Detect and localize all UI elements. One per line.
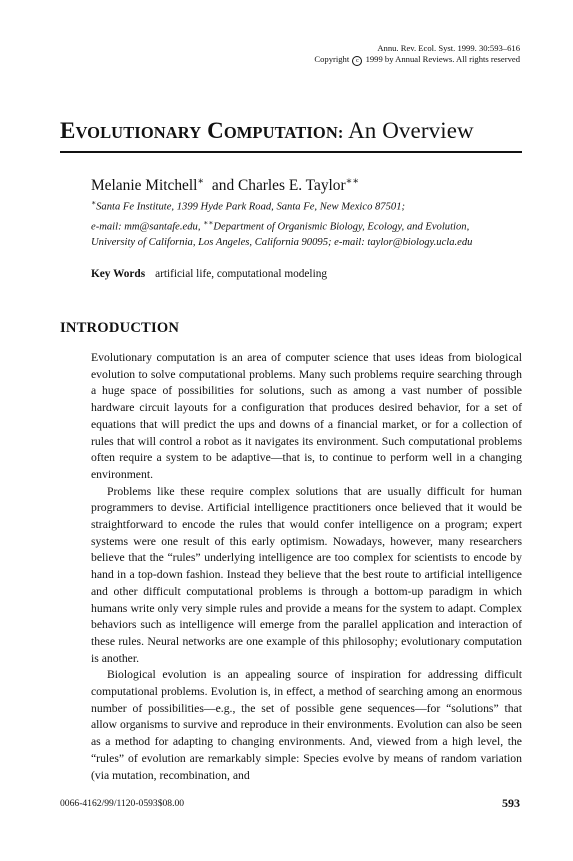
affiliation-mark-1: ∗ — [91, 198, 97, 207]
journal-header — [314, 43, 520, 66]
affiliation-block — [91, 195, 531, 251]
copyright-icon: c — [352, 56, 362, 66]
author-line — [91, 176, 359, 195]
author-joiner: and Charles E. Taylor — [204, 177, 346, 195]
affiliation-line-1 — [91, 195, 531, 215]
affiliation-email-1: e-mail: mm@santafe.edu, — [91, 221, 204, 233]
keywords — [91, 268, 327, 280]
affiliation-line-3: University of California, Los Angeles, California 90095; e-mail: taylor@biology.ucla.edu — [91, 237, 473, 249]
affiliation-mark-2: ∗∗ — [203, 218, 214, 228]
body-text — [91, 350, 522, 784]
title-rule — [60, 151, 522, 153]
author-2-mark: ∗∗ — [345, 176, 360, 187]
author-1-mark: ∗ — [197, 176, 205, 187]
paper-title — [60, 118, 474, 144]
keywords-text: artificial life, computational modeling — [155, 268, 328, 280]
title-subtitle: An Overview — [343, 118, 474, 143]
title-smallcaps-omputation: OMPUTATION: — [223, 123, 344, 142]
footer-code: 0066-4162/99/1120-0593$08.00 — [60, 798, 185, 809]
affiliation-text-1: Santa Fe Institute, 1399 Hyde Park Road, Santa Fe, New Mexico 87501; — [96, 201, 406, 213]
author-1: Melanie Mitchell — [91, 177, 198, 195]
body-paragraph-1: Evolutionary computation is an area of computer science that uses ideas from biological evolution to solve computational problems. Many such problems require searching through a huge space of possibilities for solutions, such as among a vast number of possible hardware circuit layouts for a configuration that produces desired behavior, for a set of equations that will predict the ups and downs of a financial market, or for a collection of rules that will control a robot as it navigates its environment. Such computational problems often require a system to be adaptive—that is, to continue to perform well in a changing environment. — [91, 351, 522, 481]
affiliation-text-2: Department of Organismic Biology, Ecology, and Evolution, — [213, 221, 470, 233]
title-smallcaps-volutionary: VOLUTIONARY — [75, 123, 202, 142]
section-heading: INTRODUCTION — [60, 320, 180, 336]
copyright-text: 1999 by Annual Reviews. All rights reserved — [365, 54, 520, 64]
keywords-label: Key Words — [91, 268, 146, 280]
title-initial-c: C — [207, 118, 224, 143]
journal-citation: Annu. Rev. Ecol. Syst. 1999. 30:593–616 — [377, 43, 520, 53]
copyright-line — [314, 54, 520, 66]
title-initial-e: E — [60, 118, 76, 143]
body-paragraph-2: Problems like these require complex solutions that are usually difficult for human programmers to devise. Artificial intelligence practitioners once believed that it would be straightforward to encode the rules that would confer intelligence on a program; expert systems were one result of this early optimism. Nowadays, however, many researchers believe that the “rules” underlying intelligence are too complex for scientists to encode by hand in a top-down fashion. Instead they believe that the best route to artificial intelligence and other difficult computational problems is through a bottom-up paradigm in which humans write only very simple rules and provide a means for the system to adapt. Complex behaviors such as intelligence will emerge from the parallel application and interaction of these rules. Neural networks are one example of this philosophy; evolutionary computation is another. — [91, 484, 522, 665]
copyright-prefix: Copyright — [314, 54, 350, 64]
affiliation-line-2 — [91, 215, 531, 235]
page-number: 593 — [502, 796, 520, 810]
body-paragraph-3: Biological evolution is an appealing source of inspiration for addressing difficult computational problems. Evolution is, in effect, a method of searching among an enormous number of possibilities—e.g., the set of possible gene sequences—for “solutions” that allow organisms to survive and reproduce in their environments. Evolution can also be seen as a method for adapting to changing environments. And, viewed from a high level, the “rules” of evolution are remarkably simple: Species evolve by means of random variation (via mutation, recombination, and — [91, 668, 522, 782]
